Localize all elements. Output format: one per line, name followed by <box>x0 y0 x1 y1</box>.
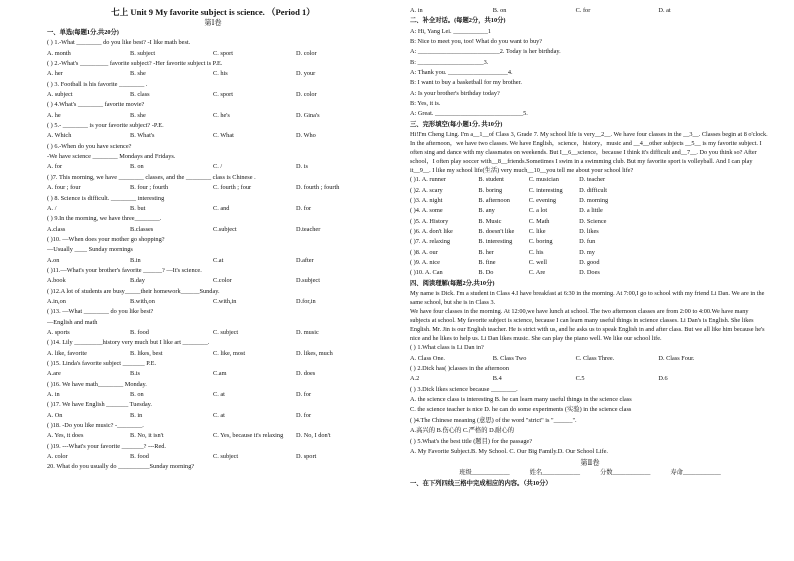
question-stem: ( )13. —What ________ do you like best? <box>47 308 154 316</box>
section-header: 四、阅读理解(每题2分,共10分) <box>410 279 495 287</box>
answer-option: B. Class Two <box>492 354 527 362</box>
answer-option: B. What's <box>130 132 155 140</box>
question-stem: ( )4.The Chinese meaning (意思) of the word "strict" is "______". <box>410 416 577 424</box>
answer-option: C. sport <box>213 91 233 99</box>
answer-options <box>410 354 770 364</box>
answer-option: B. likes, best <box>130 349 163 357</box>
question-stem: ( ) 1.What class is Li Dan in? <box>410 344 484 352</box>
answer-option: A. color <box>47 453 68 461</box>
answer-option: D.6 <box>658 375 668 383</box>
dialogue-line: B: Yes, it is. <box>410 100 441 108</box>
answer-option: B. doesn't like <box>478 228 515 236</box>
answer-option: C. fourth ; four <box>213 184 252 192</box>
answer-option: C. his <box>213 70 228 78</box>
answer-option: C. / <box>213 163 223 171</box>
answer-option: D. my <box>579 248 595 256</box>
answer-options: A. My Favorite Subject.B. My School. C. Our Big Family.D. Our School Life. <box>410 447 608 455</box>
answer-options <box>410 248 770 258</box>
question-stem: ( ) 1.-What ________ do you like best? -I like math best. <box>47 39 191 47</box>
answer-option: C.with,in <box>213 297 237 305</box>
answer-option: ( )3. A. night <box>410 197 443 205</box>
answer-option: C. Math <box>528 217 550 225</box>
answer-option: ( )8. A. our <box>410 248 438 256</box>
answer-option: C. interesting <box>528 186 563 194</box>
answer-option: A. in <box>410 7 423 14</box>
answer-option: D. teacher <box>579 176 606 184</box>
answer-options <box>410 217 770 227</box>
answer-option: C. sport <box>213 49 233 57</box>
answer-option: C. and <box>213 204 230 212</box>
answer-option: C. subject <box>213 453 239 461</box>
info-field: 寿命____________ <box>670 469 721 477</box>
answer-option: D.after <box>296 256 314 264</box>
reading-paragraph: My name is Dick. I'm a student in Class 4.I have breakfast at 6:30 in the morning. At 7:00,I go to school with my friend Li Dan. We are in the same school, but she is in Class 3. <box>410 290 765 307</box>
question-stem: ( ) 2.-What's _________ favorite subject? -Her favorite subject is P.E. <box>47 60 223 68</box>
question-stem: ( )14. Lily _________history very much but I like art ________. <box>47 339 210 347</box>
answer-options <box>410 374 770 384</box>
answer-option: D. Science <box>579 217 607 225</box>
answer-options: A.高兴的 B.伤心的 C.严格的 D.耐心的 <box>410 427 515 435</box>
answer-option: B.with,on <box>130 297 155 305</box>
answer-option: C. musician <box>528 176 559 184</box>
answer-option: D.teacher <box>296 225 321 233</box>
answer-options <box>47 369 379 379</box>
answer-option: B. Music <box>478 217 502 225</box>
question-stem: ( ) 8. Science is difficult. ________ interesting <box>47 194 165 202</box>
section-header: 二、补全对话。(每题2分，共10分) <box>410 17 506 25</box>
answer-option: D. color <box>296 91 317 99</box>
answer-option: C. subject <box>213 328 239 336</box>
reading-paragraph: We have four classes in the morning. At 12:00,we have lunch at school. The two afternoon classes are from 2:00 to 4:00.We have many subjects at school. My favorite subject is science, because I can learn many useful things in science classes. Li Dan's is English. She likes English. Mr. Jin is our English teacher. He is strict with us, and he asks us to speak English in and after class. But we all like him because he's nice and he likes to help us. Li Dan likes music. She can play the piano well. We like our school life. <box>410 308 765 343</box>
answer-option: D. fourth ; fourth <box>296 184 340 192</box>
answer-option: B. on <box>492 7 507 14</box>
answer-option: ( )7. A. relaxing <box>410 238 451 246</box>
answer-option: B. No, it isn't <box>130 432 164 440</box>
answer-option: D. likes, much <box>296 349 333 357</box>
answer-option: B. student <box>478 176 504 184</box>
answer-option: D. difficult <box>579 186 608 194</box>
answer-option: D. Does <box>579 269 600 277</box>
answer-option: B. class <box>130 91 150 99</box>
left-column <box>47 6 379 473</box>
question-stem: ( ) 6.-When do you have science? <box>47 142 132 150</box>
answer-option: A. Which <box>47 132 72 140</box>
question-list <box>47 38 379 462</box>
answer-option: A. month <box>47 49 71 57</box>
answer-options <box>410 186 770 196</box>
answer-option: B. four ; fourth <box>130 184 169 192</box>
dialogue-line: B: I want to buy a basketball for my brother. <box>410 79 522 87</box>
answer-option: C. Class Three. <box>575 354 615 362</box>
answer-option: D. Class Four. <box>658 354 695 362</box>
student-info-line <box>410 468 770 478</box>
answer-options <box>410 6 770 16</box>
answer-option: D. Who <box>296 132 316 140</box>
answer-options <box>47 69 379 79</box>
question-stem: ( ) 4.What's ________ favorite movie? <box>47 101 145 109</box>
question-stem: ( ) 9.In the morning, we have three________. <box>47 215 162 223</box>
answer-options <box>47 90 379 100</box>
dialogue <box>410 27 770 120</box>
answer-options <box>410 258 770 268</box>
answer-option: C. at <box>213 411 225 419</box>
answer-option: D. for <box>296 391 312 399</box>
answer-option: A. her <box>47 70 63 78</box>
answer-option: D. Gina's <box>296 111 320 119</box>
question-stem: ( )11.—What's your brother's favorite ______? —It's science. <box>47 266 202 274</box>
answer-options: A. the science class is interesting B. he can learn many useful things in the science class <box>410 396 632 404</box>
question-stem: ( )19. ---What's your favorite _______? ---Red. <box>47 442 166 450</box>
answer-options: C. the science teacher is nice D. he can do some experiments (实验) in the science class <box>410 406 632 414</box>
answer-option: B.day <box>130 277 145 285</box>
answer-option: B. she <box>130 70 146 78</box>
exam-title: 七上 Unit 9 My favorite subject is science. （Period 1） <box>111 7 315 17</box>
question-stem: ( )12.A lot of students are busy_____their homework______Sunday. <box>47 287 220 295</box>
answer-option: C. a lot <box>528 207 548 215</box>
dialogue-line: B: Nice to meet you, too! What do you want to buy? <box>410 38 543 46</box>
answer-option: C. for <box>575 7 591 14</box>
dialogue-line: A: Thank you. ___________________4. <box>410 69 513 77</box>
answer-option: B. on <box>130 163 144 171</box>
answer-option: C. he's <box>213 111 230 119</box>
answer-option: B. interesting <box>478 238 513 246</box>
reading-questions <box>410 343 770 457</box>
answer-options <box>47 276 379 286</box>
answer-options <box>47 297 379 307</box>
answer-options <box>47 111 379 121</box>
answer-options <box>410 268 770 278</box>
answer-options <box>47 390 379 400</box>
answer-option: ( )1. A. runner <box>410 176 446 184</box>
question-stem: ( )15. Linda's favorite subject _______ P.E. <box>47 360 157 367</box>
answer-option: A.2 <box>410 375 420 383</box>
answer-option: B. she <box>130 111 146 119</box>
answer-option: A. he <box>47 111 61 119</box>
answer-option: D. likes <box>579 228 599 236</box>
question-stem: ( ) 3. Football is his favorite ________ . <box>47 80 148 88</box>
answer-options <box>47 131 379 141</box>
answer-option: ( )5. A. History <box>410 217 449 225</box>
info-field: 班级____________ <box>459 469 510 477</box>
answer-option: D. color <box>296 49 317 57</box>
answer-option: C. like, most <box>213 349 246 357</box>
answer-option: A.class <box>47 225 66 233</box>
answer-options <box>47 431 379 441</box>
answer-option: ( )2. A. scary <box>410 186 443 194</box>
answer-option: D. does <box>296 370 316 378</box>
answer-option: D.for,in <box>296 297 316 305</box>
question-stem: ( ) 2.Dick has( )classes in the afternoon <box>410 365 509 373</box>
answer-options <box>47 204 379 214</box>
answer-option: B. afternoon <box>478 197 510 205</box>
answer-option: ( )10. A. Can <box>410 269 443 277</box>
answer-option: C.color <box>213 277 232 285</box>
answer-option: C.am <box>213 370 227 378</box>
answer-option: A. like, favorite <box>47 349 87 357</box>
answer-option: ( )4. A. some <box>410 207 443 215</box>
answer-options <box>47 328 379 338</box>
answer-option: A. Class One. <box>410 354 445 362</box>
answer-option: A. subject <box>47 91 73 99</box>
right-column <box>410 6 770 489</box>
answer-option: A. in <box>47 391 60 399</box>
answer-option: A.are <box>47 370 61 378</box>
answer-option: A. / <box>47 204 57 212</box>
dialogue-line: A: Is your brother's birthday today? <box>410 89 500 97</box>
volume-label: 第Ⅱ卷 <box>580 459 600 468</box>
answer-option: B. but <box>130 204 146 212</box>
answer-option: D.subject <box>296 277 320 285</box>
answer-options <box>410 206 770 216</box>
answer-option: C. his <box>528 248 544 256</box>
answer-options <box>47 452 379 462</box>
section-header: 三、完形填空(每小题1分, 共10分) <box>410 120 503 128</box>
answer-option: B. on <box>130 391 144 399</box>
question-stem: ( ) 5.- ________ is your favorite subject? -P.E. <box>47 122 164 130</box>
section-header: 一、在下列四线三格中完成相应的内容。（共10分） <box>410 479 552 487</box>
question-stem: ( )17. We have English _______ Tuesday. <box>47 401 152 409</box>
answer-option: B. food <box>130 453 149 461</box>
info-field: 分数____________ <box>600 469 651 477</box>
answer-option: B.in <box>130 256 141 264</box>
dialogue-line: A: Great. ____________________________5. <box>410 110 528 118</box>
answer-option: B. food <box>130 328 149 336</box>
answer-option: A. On <box>47 411 63 419</box>
question-stem: 20. What do you usually do __________Sunday morning? <box>47 463 195 471</box>
answer-option: C. at <box>213 391 225 399</box>
answer-option: D. for <box>296 204 312 212</box>
answer-option: B.4 <box>492 375 502 383</box>
answer-options <box>47 162 379 172</box>
answer-option: B.classes <box>130 225 154 233</box>
answer-option: D. fun <box>579 238 596 246</box>
answer-option: A.in,on <box>47 297 66 305</box>
answer-option: A. Yes, it does <box>47 432 84 440</box>
answer-option: B. Do <box>478 269 494 277</box>
cloze-options <box>410 175 770 278</box>
question-stem: ( ) 5.What's the best title (题目) for the passage? <box>410 437 533 445</box>
dialogue-line: A: Hi, Yang Lei. ___________1 <box>410 27 491 35</box>
answer-option: D. your <box>296 70 316 78</box>
question-subline: —Usually ____ Sunday mornings <box>47 246 133 254</box>
answer-option: B.is <box>130 370 140 378</box>
dialogue-line: A: __________________________2. Today is her birthday. <box>410 48 561 56</box>
answer-option: D. is <box>296 163 308 171</box>
question-subline: —English and math <box>47 318 98 326</box>
answer-option: A. four ; four <box>47 184 81 192</box>
answer-option: D. good <box>579 259 600 267</box>
answer-options <box>47 183 379 193</box>
answer-option: C.subject <box>213 225 237 233</box>
answer-options <box>47 256 379 266</box>
dialogue-line: B: _____________________3. <box>410 58 489 66</box>
question-subline: -We have science ________ Mondays and Fridays. <box>47 153 176 161</box>
question-stem: ( )18. -Do you like music? -________. <box>47 422 144 430</box>
answer-options <box>47 349 379 359</box>
volume-label: 第Ⅰ卷 <box>204 19 222 27</box>
info-field: 姓名____________ <box>529 469 580 477</box>
question-stem: ( )10. —When does your mother go shopping? <box>47 235 165 243</box>
answer-option: D. for <box>296 411 312 419</box>
answer-option: C. well <box>528 259 547 267</box>
answer-option: A.book <box>47 277 66 285</box>
answer-options <box>47 411 379 421</box>
answer-option: D. morning <box>579 197 609 205</box>
answer-options <box>47 49 379 59</box>
answer-option: C.at <box>213 256 224 264</box>
answer-option: B. in <box>130 411 143 419</box>
answer-option: B. boring <box>478 186 503 194</box>
answer-options <box>410 196 770 206</box>
answer-option: D. sport <box>296 453 317 461</box>
answer-options <box>410 237 770 247</box>
answer-option: A.on <box>47 256 60 264</box>
question-stem: ( )16. We have math________ Monday. <box>47 380 147 388</box>
answer-option: D. a little <box>579 207 603 215</box>
answer-option: D. No, I don't <box>296 432 331 440</box>
question-stem: ( )7. This morning, we have ________ classes, and the ________ class is Chinese . <box>47 173 256 181</box>
answer-option: A. for <box>47 163 63 171</box>
answer-option: C. boring <box>528 238 553 246</box>
section-header: 一、单选(每题1分,共20分) <box>47 29 119 36</box>
answer-option: C. evening <box>528 197 557 205</box>
answer-option: D. at <box>658 7 671 14</box>
answer-option: ( )6. A. don't like <box>410 228 453 236</box>
question-stem: ( ) 3.Dick likes science because ________. <box>410 385 518 393</box>
reading-passage <box>410 289 770 343</box>
answer-option: B. any <box>478 207 495 215</box>
answer-options <box>47 225 379 235</box>
answer-option: ( )9. A. nice <box>410 259 440 267</box>
answer-options <box>410 227 770 237</box>
answer-option: B. subject <box>130 49 156 57</box>
answer-option: D. music <box>296 328 319 336</box>
answer-options <box>410 175 770 185</box>
answer-option: C. Yes, because it's relaxing <box>213 432 284 440</box>
answer-option: B. her <box>478 248 494 256</box>
answer-option: C.5 <box>575 375 585 383</box>
cloze-passage: Hi!I'm Cheng Ling. I'm a__1__of Class 3, Grade 7. My school life is very__2__. We have four classes in the __3__. Classes begin at 8 o'clock. In the afternoon，we have two classes. We have English，science，history，music and __4__other subjects __5__ is my favorite subject. I often sing and dance with my classmates on weekends. But I__6__science，because I think it's difficult and__7__. Do you think so? After school，I often play soccer with__8__friends.Sometimes I swim in a swimming club. But my favorite sport is volleyball. And I can play it__9__. I like my school life(生活) very much__10__you tell me about your school life? <box>410 131 768 175</box>
answer-option: B. fine <box>478 259 496 267</box>
answer-option: C. like <box>528 228 546 236</box>
answer-option: C. What <box>213 132 234 140</box>
answer-option: C. Are <box>528 269 546 277</box>
answer-option: A. sports <box>47 328 70 336</box>
